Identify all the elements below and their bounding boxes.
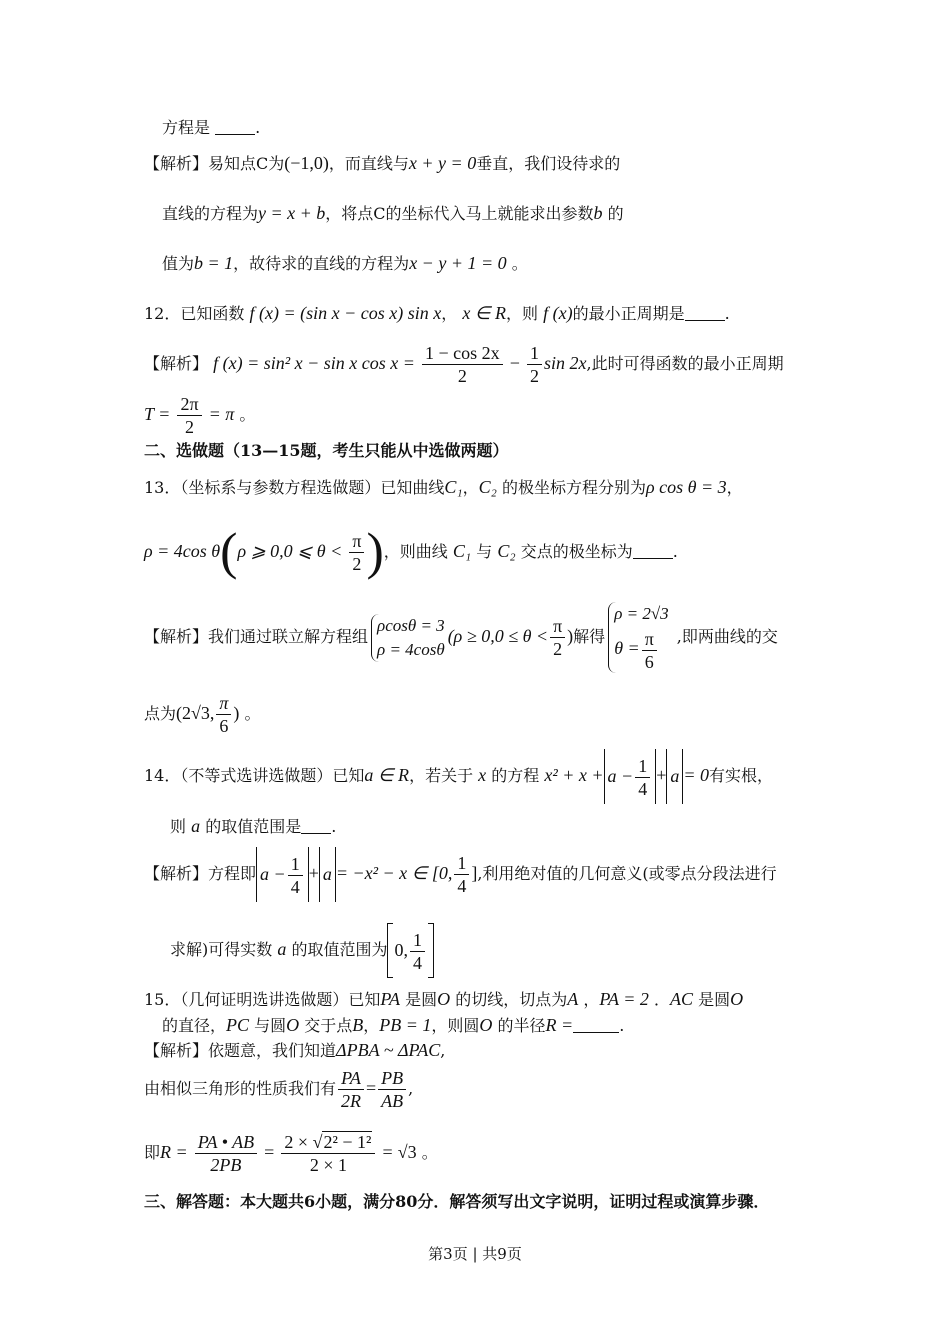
q11-tail-end: . xyxy=(255,118,261,137)
q13-stem-line-2 xyxy=(144,524,678,579)
math: R = xyxy=(160,1142,188,1162)
text: 的 xyxy=(607,204,624,223)
fraction xyxy=(410,929,425,974)
math: = xyxy=(366,1078,377,1098)
absolute-value xyxy=(256,847,309,902)
absolute-value xyxy=(666,749,683,804)
text: 则 xyxy=(170,817,187,836)
fraction xyxy=(281,1131,375,1176)
q13-solution-line-1 xyxy=(144,598,778,675)
q14-stem-line-1 xyxy=(144,748,773,804)
solution-tag: 【解析】 xyxy=(144,354,209,373)
q11-solution-line-3 xyxy=(162,253,528,274)
math: a xyxy=(277,939,287,959)
denominator: 2 xyxy=(530,366,539,386)
paren-open: ( xyxy=(220,523,238,581)
fraction xyxy=(454,852,469,897)
text: 的直径， xyxy=(162,1016,227,1035)
math: T = xyxy=(144,404,171,424)
text: 由相似三角形的性质我们有 xyxy=(144,1079,337,1098)
math: a xyxy=(191,816,201,836)
fraction xyxy=(195,1131,257,1176)
math: C₂ xyxy=(497,541,516,561)
math: = xyxy=(264,1142,275,1162)
section-2-heading: 二、选做题（13—15题，考生只能从中选做两题） xyxy=(144,441,509,460)
text: 直线的方程为 xyxy=(162,204,259,223)
q14-stem-line-2 xyxy=(170,816,336,837)
text: 求解)可得实数 xyxy=(170,940,273,959)
text: 13．（坐标系与参数方程选做题）已知曲线 xyxy=(144,478,445,497)
math: = 0 xyxy=(683,765,710,785)
text: 值为 xyxy=(162,254,195,273)
text: ，则曲线 xyxy=(383,542,448,561)
numerator: 1 xyxy=(454,852,469,875)
math: 0, xyxy=(394,940,408,960)
numerator: PA • AB xyxy=(195,1131,257,1154)
q15-solution-line-2 xyxy=(144,1062,413,1115)
absolute-value xyxy=(319,847,336,902)
numerator: 2 × √2² − 1² xyxy=(281,1131,375,1154)
math: A xyxy=(567,989,579,1009)
math: + xyxy=(308,863,319,883)
math: x xyxy=(478,765,487,785)
text: . xyxy=(331,817,337,836)
q11-tail-text: 方程是 xyxy=(162,118,211,137)
math: O xyxy=(286,1015,300,1035)
math: ρ ⩾ 0,0 ⩽ θ < xyxy=(237,541,343,561)
math: ) xyxy=(233,703,240,723)
text: 方程即 xyxy=(208,864,257,883)
q12-solution-line-2 xyxy=(144,390,255,439)
math: b xyxy=(593,203,603,223)
text: 。 xyxy=(244,704,261,723)
math: + xyxy=(656,765,667,785)
numerator: 1 xyxy=(288,853,303,876)
text: 的半径 xyxy=(497,1016,546,1035)
math: C₂ xyxy=(478,477,497,497)
numerator: π xyxy=(216,692,231,715)
text: 的取值范围为 xyxy=(291,940,388,959)
text: 与圆 xyxy=(254,1016,287,1035)
denominator: 2 × 1 xyxy=(309,1155,347,1175)
q11-solution-line-1 xyxy=(144,153,620,174)
text: ，而直线与 xyxy=(328,154,409,173)
closed-interval xyxy=(387,923,434,978)
answer-blank xyxy=(633,542,673,559)
math: x² + x + xyxy=(544,765,604,785)
text: ，故待求的直线的方程为 xyxy=(233,254,410,273)
text: 。 xyxy=(511,254,528,273)
text: ，则 xyxy=(505,304,538,323)
math: a − xyxy=(260,864,286,884)
math: PA = 2 xyxy=(599,989,649,1009)
page-footer: 第3页 | 共9页 xyxy=(428,1245,522,1263)
denominator: 2 xyxy=(457,366,467,386)
math: O xyxy=(437,989,451,1009)
math: (−1,0) xyxy=(284,153,329,173)
text: , xyxy=(408,1079,414,1098)
text: ,即两曲线的交 xyxy=(676,627,778,646)
text: 易知点C为 xyxy=(208,154,285,173)
fraction xyxy=(378,1067,406,1112)
fraction xyxy=(338,1067,364,1112)
q13-stem-line-1 xyxy=(144,477,743,498)
denominator: 2 xyxy=(184,417,194,437)
math: a ∈ R xyxy=(364,765,410,785)
equation: ρcosθ = 3 xyxy=(377,615,445,635)
text: 的切线，切点为 xyxy=(455,990,568,1009)
math: a xyxy=(322,864,332,884)
math: 2 × xyxy=(284,1132,309,1152)
equation: ρ = 4cosθ xyxy=(377,639,445,659)
math: = −x² − x ∈ [0, xyxy=(335,863,453,883)
math: PA xyxy=(380,989,401,1009)
math: C₁ xyxy=(452,541,472,561)
math: a xyxy=(670,766,680,786)
text: 的取值范围是 xyxy=(205,817,302,836)
math: O xyxy=(479,1015,493,1035)
text: 点为 xyxy=(144,704,177,723)
math: f (x) = sin² x − sin x cos x = xyxy=(213,353,415,373)
fraction xyxy=(635,755,650,800)
text: ， xyxy=(363,1016,380,1035)
equation: ρ = 2√3 xyxy=(614,604,669,624)
numerator: 2π xyxy=(177,393,201,416)
text: . xyxy=(724,304,730,323)
math: PC xyxy=(226,1015,250,1035)
math: (ρ ≥ 0,0 ≤ θ < xyxy=(447,626,549,646)
math: PB = 1 xyxy=(379,1015,432,1035)
text: 12．已知函数 xyxy=(144,304,245,323)
text: 是圆 xyxy=(698,990,731,1009)
denominator: 6 xyxy=(644,651,654,672)
numerator: 1 xyxy=(410,929,425,952)
text: . xyxy=(619,1016,625,1035)
radicand: 2² − 1² xyxy=(323,1132,372,1152)
section-3-heading: 三、解答题：本大题共6小题，满分80分．解答须写出文字说明，证明过程或演算步骤． xyxy=(144,1192,770,1211)
fraction xyxy=(349,530,364,575)
equation-system xyxy=(371,614,445,662)
text: 解得 xyxy=(573,627,606,646)
fraction xyxy=(177,393,201,438)
fraction xyxy=(422,342,503,387)
fraction xyxy=(527,342,542,387)
q15-stem-line-2 xyxy=(162,1015,624,1036)
numerator: π xyxy=(642,628,657,651)
math: − xyxy=(509,353,520,373)
math: R = xyxy=(545,1015,574,1035)
text: ,利用绝对值的几何意义(或零点分段法进行 xyxy=(477,864,777,883)
text: 即 xyxy=(144,1143,161,1162)
text: ， xyxy=(462,478,479,497)
text: 垂直，我们设待求的 xyxy=(476,154,621,173)
math: a − xyxy=(607,766,634,786)
q12-solution-line-1 xyxy=(144,336,784,391)
text: 有实根， xyxy=(709,766,774,785)
math: ρ = 4cos θ xyxy=(144,541,221,561)
denominator: 6 xyxy=(219,716,229,736)
denominator: 4 xyxy=(638,779,648,799)
math: b = 1 xyxy=(194,253,234,273)
math: ] xyxy=(471,863,478,883)
text: ，若关于 xyxy=(409,766,474,785)
q15-solution-line-3 xyxy=(144,1126,438,1179)
solution-tag: 【解析】 xyxy=(144,864,209,883)
text: 是圆 xyxy=(405,990,438,1009)
text: 交于点 xyxy=(304,1016,353,1035)
math: (2√3, xyxy=(176,703,215,723)
fraction xyxy=(288,853,303,898)
q15-stem-line-1 xyxy=(144,989,743,1010)
text: 依题意，我们知道 xyxy=(208,1041,337,1060)
math: y = x + b xyxy=(258,203,326,223)
denominator: 2 xyxy=(352,554,362,574)
math: f (x) xyxy=(543,303,573,323)
denominator: AB xyxy=(381,1091,404,1111)
fraction xyxy=(550,615,565,660)
text: 14．（不等式选讲选做题）已知 xyxy=(144,766,365,785)
text: ． xyxy=(653,990,670,1009)
fraction xyxy=(642,628,657,673)
math: θ = xyxy=(614,638,640,659)
q15-solution-line-1 xyxy=(144,1040,445,1061)
text: 15．（几何证明选讲选做题）已知 xyxy=(144,990,381,1009)
solution-tag: 【解析】 xyxy=(144,627,209,646)
text: 与 xyxy=(476,542,493,561)
denominator: 4 xyxy=(412,953,422,973)
denominator: 4 xyxy=(290,877,300,897)
text: ,此时可得函数的最小正周期 xyxy=(586,354,784,373)
text: ， xyxy=(583,990,600,1009)
q11-solution-line-2 xyxy=(162,203,624,224)
text: 。 xyxy=(239,405,256,424)
text: 交点的极坐标为 xyxy=(520,542,633,561)
fraction xyxy=(216,692,231,737)
answer-blank xyxy=(215,118,255,135)
denominator: 2R xyxy=(341,1091,362,1111)
text: , xyxy=(440,1041,446,1060)
q13-solution-line-2 xyxy=(144,688,261,739)
numerator: π xyxy=(349,530,364,553)
math: √3 xyxy=(397,1142,417,1162)
numerator: PB xyxy=(378,1067,406,1090)
math: B xyxy=(352,1015,364,1035)
text: . xyxy=(672,542,678,561)
answer-blank xyxy=(685,304,725,321)
text: ，则圆 xyxy=(431,1016,480,1035)
numerator: 1 xyxy=(527,342,542,365)
math: AC xyxy=(669,989,693,1009)
numerator: 1 xyxy=(635,755,650,778)
math: = xyxy=(382,1142,393,1162)
answer-blank xyxy=(301,817,331,834)
math: = π xyxy=(208,404,235,424)
math: ρ cos θ = 3 xyxy=(646,477,727,497)
text: 的最小正周期是 xyxy=(572,304,685,323)
text: 。 xyxy=(421,1143,438,1162)
paren-close: ) xyxy=(366,523,384,581)
q11-tail xyxy=(162,118,260,138)
text: ， xyxy=(441,304,458,323)
math: f (x) = (sin x − cos x) sin x xyxy=(249,303,442,323)
denominator: 4 xyxy=(457,876,467,896)
numerator: 1 − cos 2x xyxy=(422,342,503,365)
answer-blank xyxy=(573,1016,619,1033)
q12-stem xyxy=(144,303,730,324)
math: C₁ xyxy=(444,477,463,497)
text: ，将点C的坐标代入马上就能求出参数 xyxy=(325,204,594,223)
math: x − y + 1 = 0 xyxy=(409,253,507,273)
text: ， xyxy=(726,478,743,497)
math: O xyxy=(730,989,744,1009)
math: ΔPBA ~ ΔPAC xyxy=(336,1040,441,1060)
solution-system xyxy=(608,602,668,673)
solution-tag: 【解析】 xyxy=(144,1041,209,1060)
numerator: PA xyxy=(338,1067,364,1090)
math: x ∈ R xyxy=(462,303,506,323)
text: 我们通过联立解方程组 xyxy=(208,627,369,646)
q14-solution-line-1 xyxy=(144,846,777,902)
denominator: 2 xyxy=(553,639,563,659)
text: 的极坐标方程分别为 xyxy=(502,478,647,497)
text: 的方程 xyxy=(491,766,540,785)
math: ) xyxy=(567,626,574,646)
math: sin 2x xyxy=(544,353,587,373)
q14-solution-line-2 xyxy=(170,922,434,978)
denominator: 2PB xyxy=(210,1155,242,1175)
numerator: π xyxy=(550,615,565,638)
math: x + y = 0 xyxy=(408,153,477,173)
absolute-value xyxy=(604,749,657,804)
solution-tag: 【解析】 xyxy=(144,154,209,173)
